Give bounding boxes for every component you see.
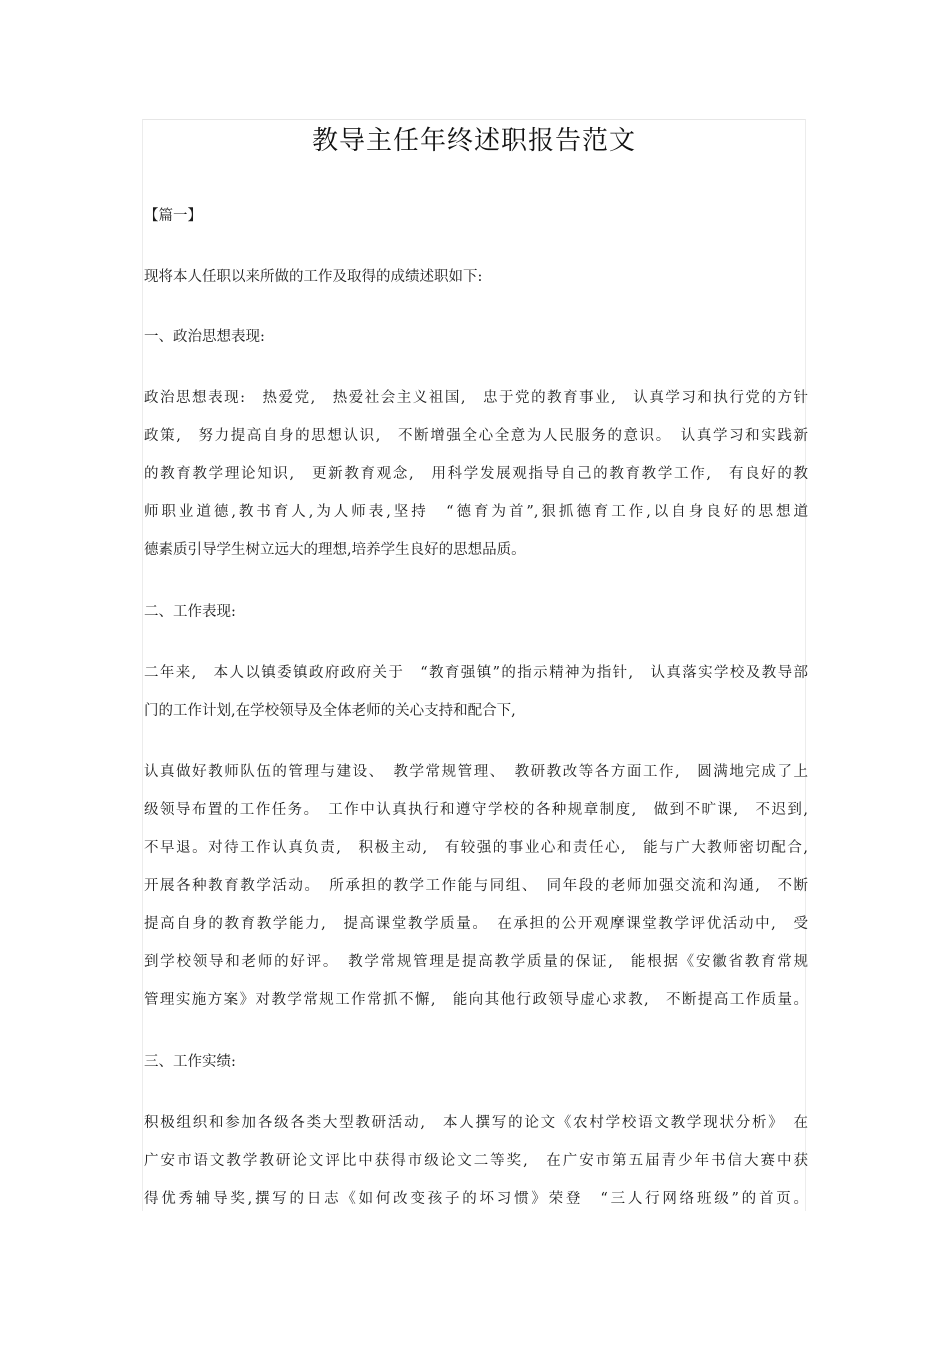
paragraph-line: 提高自身的教育教学能力, 提高课堂教学质量。 在承担的公开观摩课堂教学评优活动中, 受 bbox=[144, 916, 808, 932]
section-heading: 二、工作表现: bbox=[144, 604, 236, 620]
paragraph-line: 管理实施方案》对教学常规工作常抓不懈, 能向其他行政领导虚心求教, 不断提高工作质量。 bbox=[144, 992, 808, 1008]
paragraph-line: 政治思想表现: 热爱党, 热爱社会主义祖国, 忠于党的教育事业, 认真学习和执行党的方针 bbox=[144, 390, 808, 406]
section-label: 【篇一】 bbox=[144, 208, 202, 224]
paragraph-line: 门的工作计划,在学校领导及全体老师的关心支持和配合下, bbox=[144, 703, 516, 719]
paragraph-line: 得优秀辅导奖,撰写的日志《如何改变孩子的坏习惯》荣登 “三人行网络班级”的首页。 bbox=[144, 1191, 808, 1207]
paragraph-line: 积极组织和参加各级各类大型教研活动, 本人撰写的论文《农村学校语文教学现状分析》 在 bbox=[144, 1115, 808, 1131]
section-heading: 一、政治思想表现: bbox=[144, 329, 265, 345]
paragraph-line: 广安市语文教学教研论文评比中获得市级论文二等奖, 在广安市第五届青少年书信大赛中获 bbox=[144, 1153, 808, 1169]
document-title: 教导主任年终述职报告范文 bbox=[311, 126, 636, 156]
paragraph-line: 的教育教学理论知识, 更新教育观念, 用科学发展观指导自己的教育教学工作, 有良好的教 bbox=[144, 466, 808, 482]
section-heading: 三、工作实绩: bbox=[144, 1054, 236, 1070]
paragraph-line: 政策, 努力提高自身的思想认识, 不断增强全心全意为人民服务的意识。 认真学习和实践新 bbox=[144, 428, 808, 444]
paragraph-line: 德素质引导学生树立远大的理想,培养学生良好的思想品质。 bbox=[144, 542, 526, 558]
paragraph-line: 认真做好教师队伍的管理与建设、 教学常规管理、 教研教改等各方面工作, 圆满地完成了上 bbox=[144, 764, 808, 780]
paragraph-line: 二年来, 本人以镇委镇政府政府关于 “教育强镇”的指示精神为指针, 认真落实学校及教导部 bbox=[144, 665, 808, 681]
paragraph-line: 级领导布置的工作任务。 工作中认真执行和遵守学校的各种规章制度, 做到不旷课, 不迟到, bbox=[144, 802, 808, 818]
paragraph-line: 到学校领导和老师的好评。 教学常规管理是提高教学质量的保证, 能根据《安徽省教育常规 bbox=[144, 954, 808, 970]
paragraph-line: 现将本人任职以来所做的工作及取得的成绩述职如下: bbox=[144, 269, 483, 285]
paragraph-line: 不早退。对待工作认真负责, 积极主动, 有较强的事业心和责任心, 能与广大教师密切配合, bbox=[144, 840, 808, 856]
paragraph-line: 开展各种教育教学活动。 所承担的教学工作能与同组、 同年段的老师加强交流和沟通, 不断 bbox=[144, 878, 808, 894]
paragraph-line: 师职业道德,教书育人,为人师表,坚持 “德育为首”,狠抓德育工作,以自身良好的思想道 bbox=[144, 504, 808, 520]
